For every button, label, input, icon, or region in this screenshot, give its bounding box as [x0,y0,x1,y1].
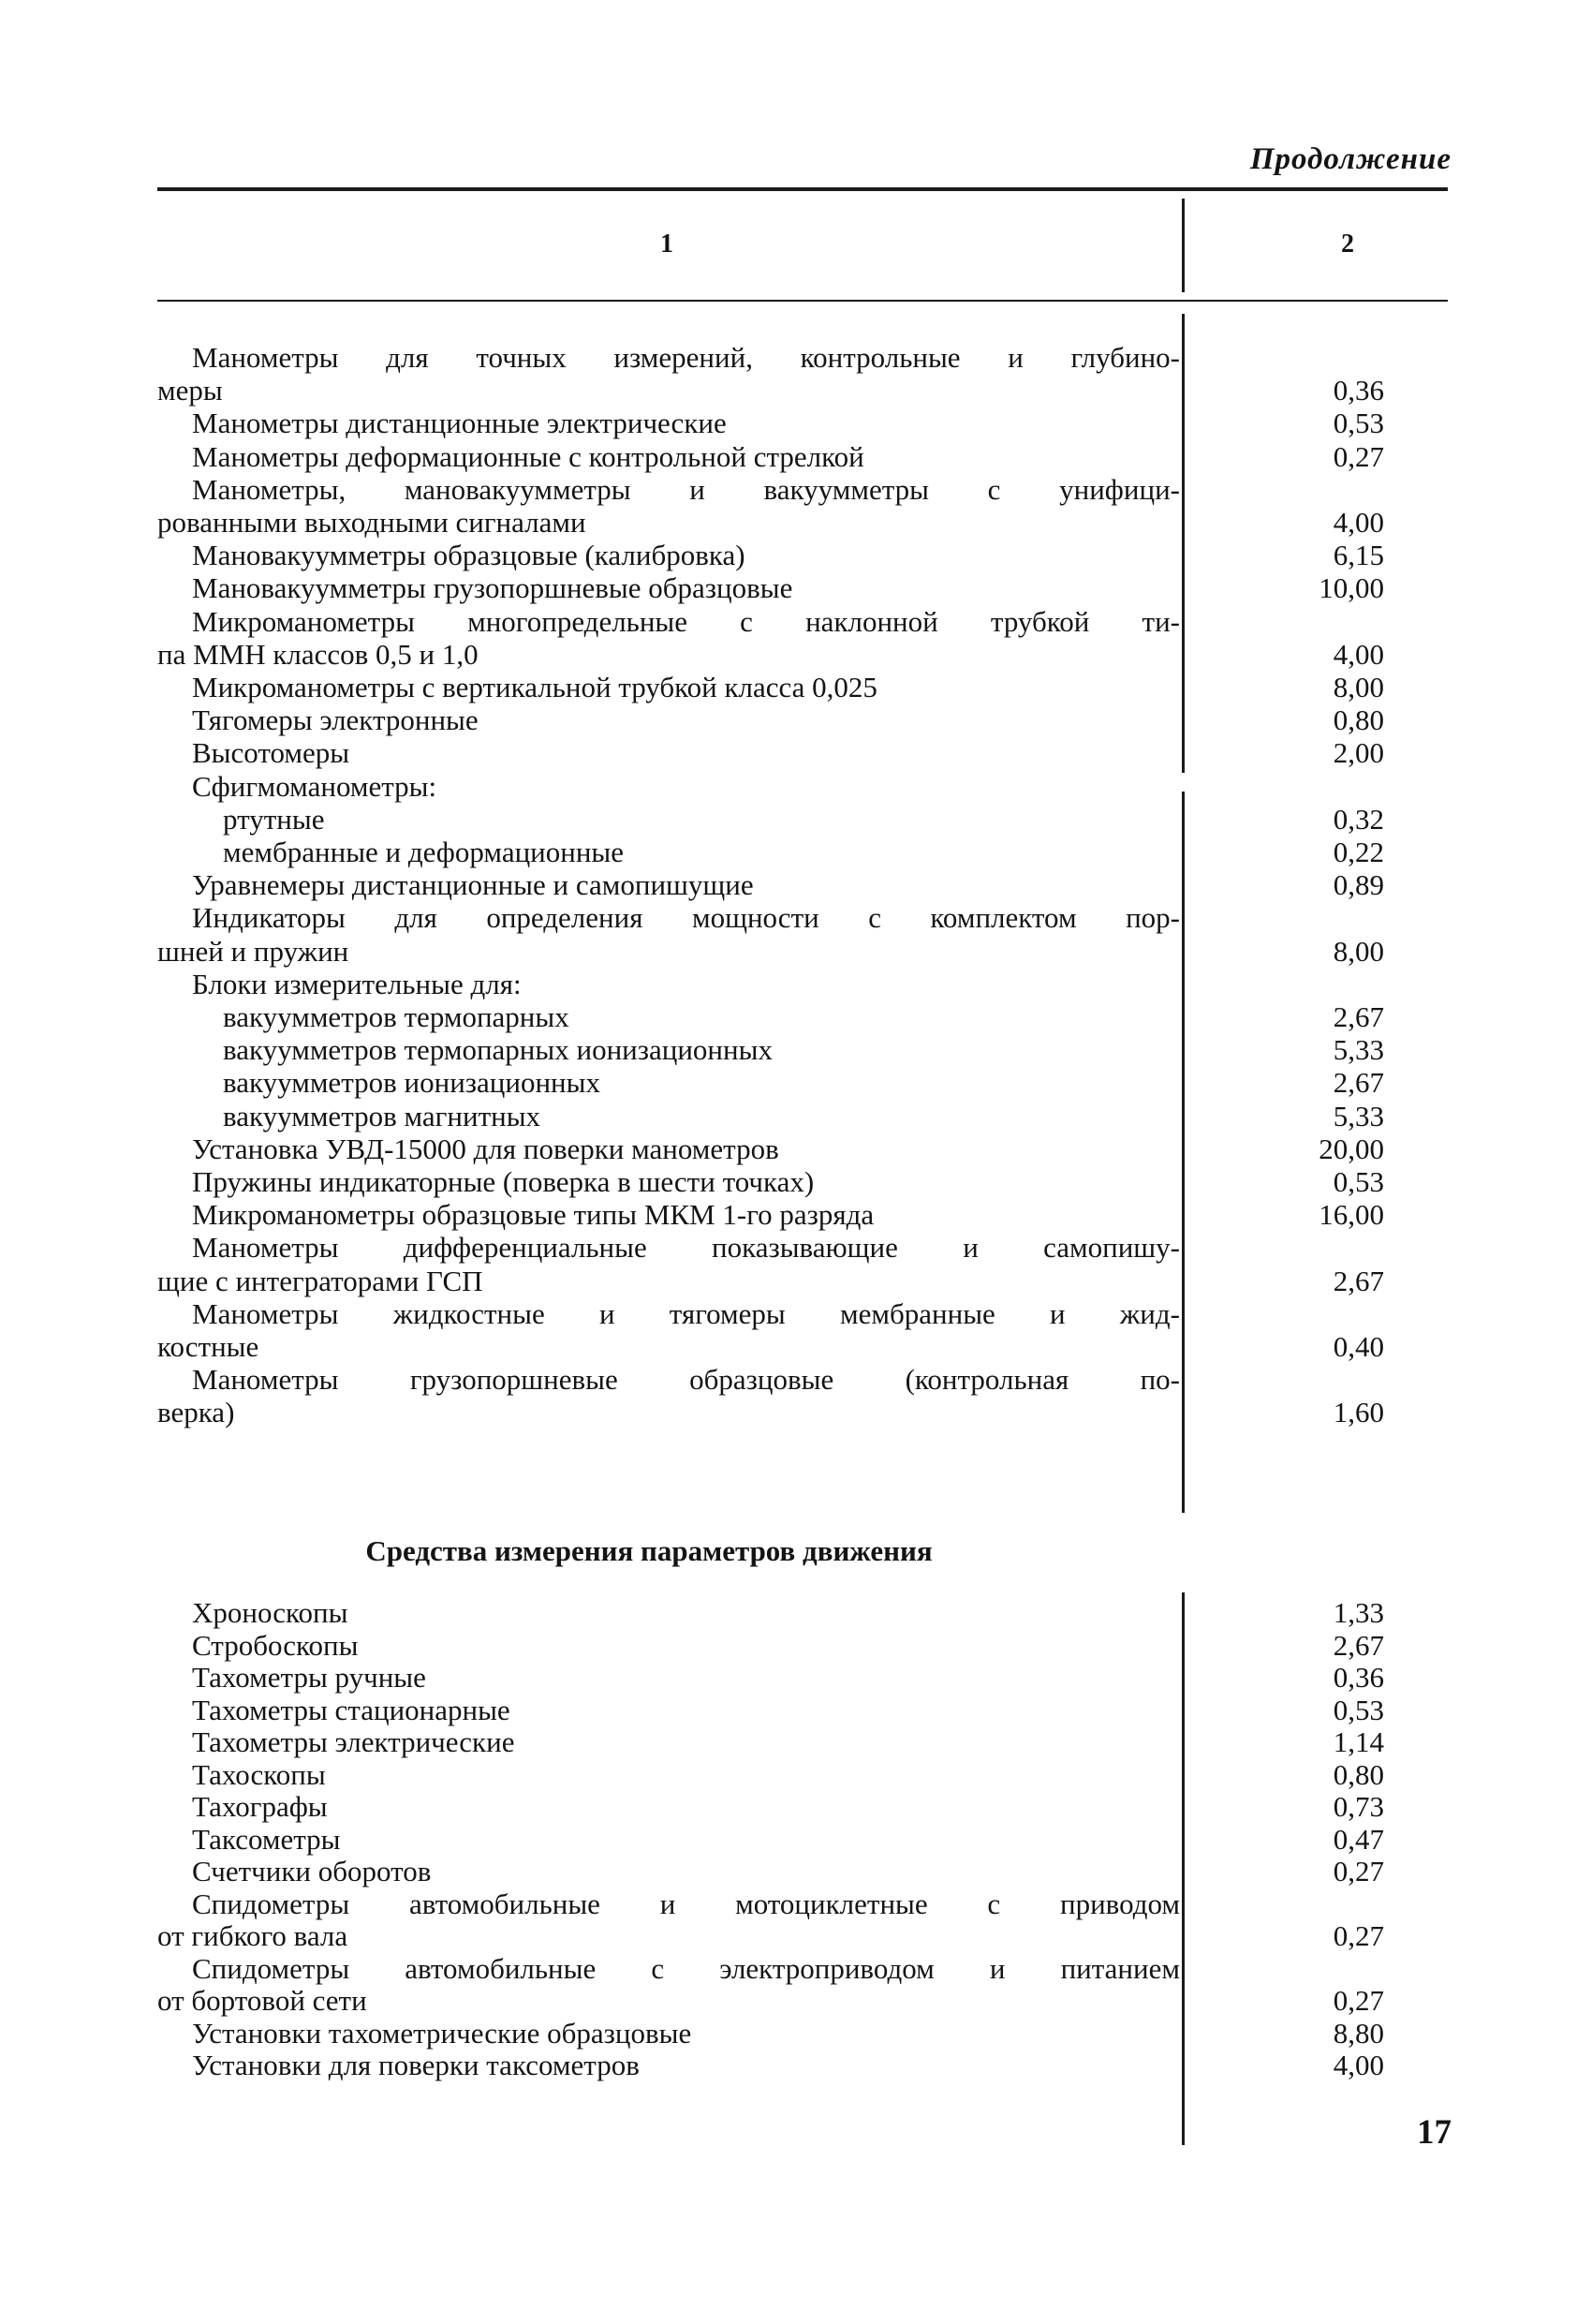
table-row-line [0,1231,1592,1265]
item-value: 0,27 [1333,1919,1384,1952]
item-name: меры [157,374,223,407]
item-value: 0,22 [1333,836,1384,868]
table-row-line [0,868,1592,902]
item-name: Микроманометры образцовые типы МКМ 1-го разряда [192,1198,875,1232]
item-name: Микроманометры многопредельные с наклонной трубкой ти- [192,604,1180,638]
item-value: 1,60 [1333,1396,1384,1429]
table-row-line [0,1363,1592,1397]
item-value: 2,67 [1333,1000,1384,1033]
section-title: Средства измерения параметров движения [365,1534,933,1567]
table-row-line [0,374,1592,407]
item-value: 0,80 [1333,1757,1384,1791]
item-value: 0,32 [1333,802,1384,836]
table-row-line [0,1132,1592,1166]
item-name: Тахометры электрические [192,1725,515,1758]
item-value: 6,15 [1333,539,1384,572]
table-row-line [0,1000,1592,1034]
table-row-line [0,1066,1592,1100]
item-name: Микроманометры с вертикальной трубкой класса 0,025 [192,671,877,703]
table-row-line [0,1887,1592,1921]
item-value: 8,80 [1333,2016,1384,2050]
table-row-line [0,1265,1592,1298]
item-value: 5,33 [1333,1033,1384,1067]
table-row-line [0,671,1592,704]
item-value: 16,00 [1319,1198,1384,1232]
item-value: 10,00 [1319,571,1384,605]
table-row-line [0,736,1592,770]
item-name: Индикаторы для определения мощности с комплектом пор- [192,901,1180,935]
item-value: 2,00 [1333,736,1384,770]
table-row-line [0,407,1592,440]
item-value: 0,73 [1333,1790,1384,1823]
table-row-line [0,803,1592,836]
item-name: Тахографы [192,1790,328,1823]
item-name: Тахоскопы [192,1757,326,1791]
item-value: 4,00 [1333,637,1384,671]
item-name: Стробоскопы [192,1628,359,1662]
item-name: Мановакуумметры грузопоршневые образцовые [192,571,793,605]
item-value: 0,36 [1333,374,1384,407]
item-name: Манометры для точных измерений, контрольные и глубино- [192,341,1180,374]
item-name: мембранные и деформационные [223,836,625,868]
item-value: 0,40 [1333,1330,1384,1363]
item-name: шней и пружин [157,934,349,968]
page-number: 17 [1417,2113,1452,2152]
item-name: Установка УВД-15000 для поверки манометров [192,1132,779,1165]
table-row-line [0,770,1592,804]
item-value: 8,00 [1333,934,1384,968]
item-name: Высотомеры [192,736,350,770]
item-name: вакуумметров термопарных ионизационных [223,1033,773,1067]
column-header-2: 2 [1341,229,1354,259]
item-name: Манометры грузопоршневые образцовые (контрольная по- [192,1363,1180,1397]
item-name: па ММН классов 0,5 и 1,0 [157,637,479,671]
table-row-line [0,1758,1592,1792]
item-name: вакуумметров ионизационных [223,1066,600,1100]
item-name: Манометры дифференциальные показывающие и самопишу- [192,1231,1180,1265]
table-row-line [0,1033,1592,1067]
item-value: 0,27 [1333,1984,1384,2017]
table-row-line [0,440,1592,474]
item-value: 2,67 [1333,1264,1384,1297]
item-name: Спидометры автомобильные и мотоциклетные с приводом [192,1887,1180,1920]
item-name: от бортовой сети [157,1984,367,2017]
item-value: 0,36 [1333,1661,1384,1694]
item-name: Пружины индикаторные (поверка в шести точках) [192,1165,815,1198]
item-value: 4,00 [1333,2049,1384,2081]
table-row-line [0,901,1592,935]
item-name: Манометры деформационные с контрольной стрелкой [192,439,864,473]
item-name: Тягомеры электронные [192,703,479,737]
item-value: 5,33 [1333,1099,1384,1132]
table-row-line [0,1100,1592,1133]
item-name: Манометры, мановакуумметры и вакуумметры с унифици- [192,472,1180,506]
item-name: вакуумметров термопарных [223,1000,569,1033]
table-row-line [0,1725,1592,1759]
table-row-line [0,571,1592,605]
table-row-line [0,1790,1592,1824]
table-row-line [0,836,1592,869]
table-header-rule [157,300,1448,302]
item-name: Уравнемеры дистанционные и самопишущие [192,868,754,902]
table-row-line [0,1823,1592,1857]
item-value: 0,27 [1333,1855,1384,1887]
item-value: 0,80 [1333,703,1384,737]
table-row-line [0,1396,1592,1429]
table-row-line [0,473,1592,507]
item-value: 8,00 [1333,671,1384,703]
item-name: Манометры жидкостные и тягомеры мембранные и жид- [192,1296,1180,1330]
table-row-line [0,1984,1592,2018]
item-value: 0,89 [1333,868,1384,902]
item-name: Счетчики оборотов [192,1855,432,1887]
item-value: 1,33 [1333,1596,1384,1629]
item-value: 2,67 [1333,1066,1384,1100]
item-value: 0,27 [1333,439,1384,473]
table-row-line [0,1952,1592,1986]
item-value: 20,00 [1319,1132,1384,1165]
table-row-line [0,1661,1592,1695]
item-name: Сфигмоманометры: [192,769,437,803]
item-value: 4,00 [1333,506,1384,539]
item-name: рованными выходными сигналами [157,506,586,539]
item-name: ртутные [223,802,325,836]
table-row-line [0,1629,1592,1663]
item-name: Хроноскопы [192,1596,348,1629]
item-value: 0,47 [1333,1822,1384,1856]
item-name: от гибкого вала [157,1919,348,1952]
continuation-label: Продолжение [1249,142,1452,176]
table-row-line [0,2017,1592,2050]
column-header-1: 1 [660,229,673,259]
table-row-line [0,1919,1592,1953]
item-name: вакуумметров магнитных [223,1099,541,1132]
item-value: 0,53 [1333,1165,1384,1198]
item-name: Мановакуумметры образцовые (калибровка) [192,539,745,572]
item-value: 0,53 [1333,1693,1384,1726]
item-name: Тахометры ручные [192,1661,426,1694]
item-value: 0,53 [1333,407,1384,440]
table-row-line [0,1165,1592,1199]
table-top-rule [157,187,1448,191]
table-row-line [0,703,1592,737]
table-row-line [0,638,1592,672]
item-name: Манометры дистанционные электрические [192,407,727,440]
item-name: верка) [157,1396,235,1429]
item-value: 2,67 [1333,1628,1384,1662]
item-name: щие с интеграторами ГСП [157,1264,483,1297]
item-name: Установки для поверки таксометров [192,2049,640,2081]
table-row-line [0,539,1592,572]
table-row-line [0,1297,1592,1331]
table-row-line [0,506,1592,540]
table-row-line [0,968,1592,1001]
table-row-line [0,1855,1592,1888]
item-name: Установки тахометрические образцовые [192,2016,692,2050]
column-divider-header [1182,199,1185,292]
table-row-line [0,2049,1592,2082]
table-row-line [0,1330,1592,1364]
item-name: Таксометры [192,1822,341,1856]
item-name: Спидометры автомобильные с электроприводом и питанием [192,1951,1180,1985]
table-row-line [0,605,1592,639]
table-row-line [0,1198,1592,1232]
table-row-line [0,1694,1592,1727]
item-name: Тахометры стационарные [192,1693,510,1726]
item-value: 1,14 [1333,1725,1384,1758]
table-row-line [0,1596,1592,1630]
item-name: костные [157,1330,259,1363]
item-name: Блоки измерительные для: [192,967,522,1000]
table-row-line [0,341,1592,375]
table-row-line [0,935,1592,969]
